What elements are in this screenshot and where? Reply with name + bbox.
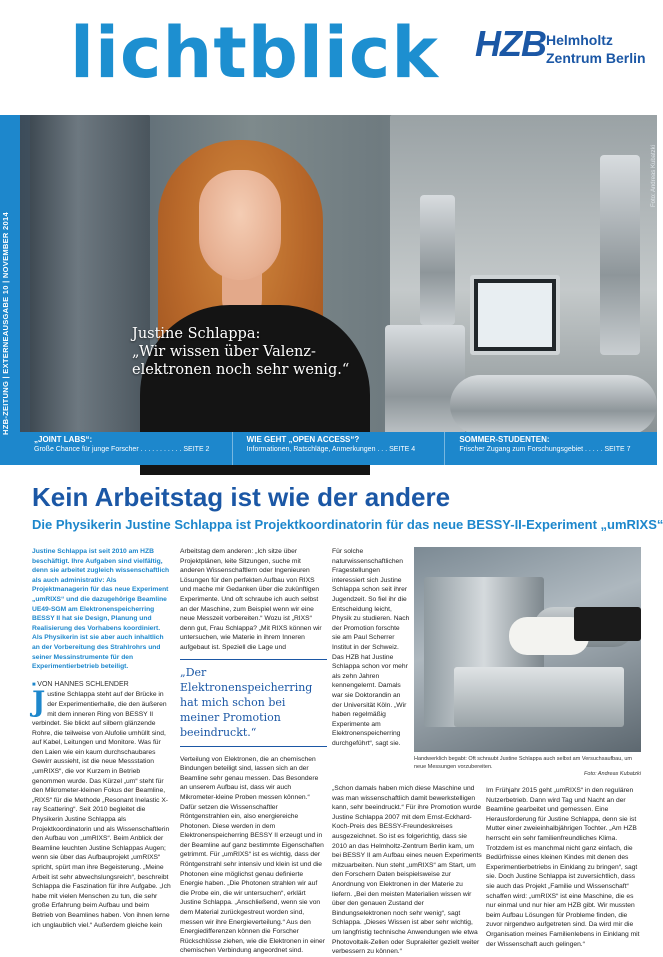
article-photo xyxy=(414,547,641,752)
hero-photo xyxy=(0,115,657,465)
article-subhead: Die Physikerin Justine Schlappa ist Projektkoordinatorin für das neue BESSY-II-Experiment „umRIXS“ xyxy=(32,517,663,532)
photo-caption-credit: Foto: Andreas Kubatzki xyxy=(584,771,641,777)
teaser-subtitle: Informationen, Ratschläge, Anmerkungen . . . SEITE 4 xyxy=(246,446,416,453)
article-body-text: Arbeitstag dem anderen: „Ich sitze über Projektplänen, leite Sitzungen, suche mit anderen Wissenschaftlern oder Ingenieuren Lösungen für den perfekten Aufbau von RIXS und mache mir Gedanken über die zukünftigen Experimente. Und oft schraube ich auch selbst an der Maschine, zum Beispiel wenn wir eine neue Messzeit vorbereiten.“ Wozu ist „RIXS“ denn gut, Frau Schlappa? „Mit RIXS können wir untersuchen, wie Materie in ihrem Inneren aufgebaut ist. Speziell die Lage und xyxy=(180,548,322,651)
lab-monitor xyxy=(470,275,560,355)
issue-info xyxy=(1,417,10,435)
teaser-title: SOMMER-STUDENTEN: xyxy=(459,435,550,444)
teaser-subtitle: Frischer Zugang zum Forschungsgebiet . . . . . SEITE 7 xyxy=(459,446,631,453)
drop-cap: J xyxy=(32,685,46,719)
article-body xyxy=(32,685,172,930)
teaser-bar xyxy=(20,432,657,465)
photo-caption-text: Handwerklich begabt: Oft schraubt Justine Schlappa auch selbst am Versuchsaufbau, um neue Messungen vorzubereiten. xyxy=(414,756,632,770)
cover-quote-line: elektronen noch sehr wenig.“ xyxy=(132,362,350,378)
cover-quote-line: „Wir wissen über Valenz- xyxy=(132,344,316,360)
photo-caption xyxy=(414,756,641,779)
apparatus xyxy=(454,667,624,727)
newspaper-title: lichtblick xyxy=(70,12,439,94)
photo-credit: Foto: Andreas Kubatzki xyxy=(651,145,657,208)
beamline-pipe xyxy=(450,375,657,435)
arm xyxy=(574,607,641,641)
teaser-title: WIE GEHT „OPEN ACCESS“? xyxy=(246,435,360,444)
article-column-1 xyxy=(32,547,172,930)
article-headline: Kein Arbeitstag ist wie der andere xyxy=(32,482,451,512)
teaser-subtitle: Große Chance für junge Forscher . . . . . . . . . . . SEITE 2 xyxy=(34,446,210,453)
hzb-logo-line2: Zentrum Berlin xyxy=(546,50,646,66)
teaser-title: „JOINT LABS“: xyxy=(34,435,93,444)
article-lead: Justine Schlappa ist seit 2010 am HZB beschäftigt. Ihre Aufgaben sind vielfältig, denn sie arbeitet zugleich wissenschaftlich als auch administrativ: Als Projektmanagerin für das neue Experiment „umRIXS“ und die dazugehörige Beamline UE49-SGM am Elektronenspeicherring BESSY II hat sie Design, Planung und Realisierung des Vorhabens koordiniert. Als Physikerin ist sie aber auch inhaltlich an der Vorbereitung des Strahlrohrs und seiner Messinstrumente für den Experimentierbetrieb beteiligt. xyxy=(32,548,170,671)
hzb-logo-line1: Helmholtz xyxy=(546,32,613,48)
article-body-text: Im Frühjahr 2015 geht „umRIXS“ in den regulären Nutzerbetrieb. Dann wird Tag und Nacht an der Beamline gearbeitet und gemessen. Eine Herausforderung für Justine Schlappa, denn sie ist Mutter einer zweieinhalbjährigen Tochter. „Am HZB herrscht ein sehr familienfreundliches Klima. Trotzdem ist es manchmal nicht ganz einfach, die Bedürfnisse eines kleinen Kindes mit denen des Experimentierbetriebs in Einklang zu bringen“, sagt sie. Doch Justine Schlappa ist zuversichtlich, dass sie auch das Projekt „Familie und Wissenschaft“ schaffen wird: „umRIXS“ ist eine Maschine, die es nur einmal und nur hier am HZB gibt. Wir mussten beim Aufbau Lösungen für Probleme finden, die zuvor nirgendwo aufgetreten sind. Da wird mir die Organisation meines Familienlebens in Einklang mit der Wissenschaft auch gelingen.“ xyxy=(486,787,640,948)
article-column-3 xyxy=(332,547,410,748)
masthead xyxy=(0,0,657,115)
teaser-open-access[interactable] xyxy=(233,432,446,465)
pull-quote: „Der Elektronenspeicherring hat mich schon bei meiner Promotion beeindruckt.“ xyxy=(180,659,327,747)
beamline-chamber xyxy=(385,325,465,445)
article-column-2 xyxy=(180,547,327,956)
article-body-text: Für solche naturwissenschaftlichen Fragestellungen interessiert sich Justine Schlappa schon seit ihrer Jugendzeit. So fiel ihr die Entscheidung leicht, Physik zu studieren. Nach der Promotion forschte sie am Paul Scherrer Institut in der Schweiz. Das HZB hat Justine Schlappa schon vor mehr als zehn Jahren kennengelernt. Damals war sie Doktorandin an der Universität Köln. „Wir haben regelmäßig Experimente am Elektronenspeicherring durchgeführt“, sagt sie. xyxy=(332,548,410,747)
article-column-4 xyxy=(486,786,641,949)
article-body-text: Verteilung von Elektronen, die an chemischen Bindungen beteiligt sind, lassen sich an der Beamline sehr genau messen. Das Besondere an unserem Aufbau ist, dass wir auch Mikrometer-kleine Proben messen können.“ Dafür setzen die Wissenschaftler Röntgenstrahlen ein, also energiereiche Photonen. Diese werden in dem Elektronenspeicherring BESSY II erzeugt und in der Beamline auf ganz bestimmte Eigenschaften getrimmt. Für „umRIXS“ ist es wichtig, dass der Röntgenstrahl sehr intensiv und klein ist und die Photonen eine möglichst genau definierte Energie haben. „Die Photonen strahlen wir auf die Probe ein, die wir untersuchen“, erklärt Justine Schlappa. „Anschließend, wenn sie von dem Material zurückgestreut worden sind, messen wir ihre Energieverteilung.“ Aus den Energiedifferenzen können die Forscher Rückschlüsse ziehen, wie die Elektronen in einer chemischen Verbindung angeordnet sind. xyxy=(180,755,325,955)
lab-equipment xyxy=(30,115,150,465)
teaser-joint-labs[interactable] xyxy=(20,432,233,465)
portrait-face xyxy=(199,170,281,280)
beamline-pipe xyxy=(600,155,640,355)
cover-quote xyxy=(132,325,349,379)
teaser-sommer-studenten[interactable] xyxy=(445,432,657,465)
article-author: ■ VON HANNES SCHLENDER xyxy=(32,680,172,691)
article-body-text: ustine Schlappa steht auf der Brücke in der Experimentierhalle, die den äußeren mit dem inneren Ring von BESSY II verbindet. Sie blickt auf silbern glänzende Rohre, die teilweise von Alufolie umhüllt sind, auf Kabel, Leitungen und Monitore. Was für den Laien wie ein kaum durchschaubares Gewirr aussieht, ist die neue Messstation „umRIXS“, die vor Kurzem in Betrieb genommen wurde. Das Kürzel „um“ steht für den Mikrometer-kleinen Fokus der Beamline, „RIXS“ für die Methode „Resonant Inelastic X-ray Scattering“. Seit 2010 begleitet die Physikerin Justine Schlappa als Projektkoordinatorin und als Wissenschaftlerin den Aufbau von „umRIXS“. Beim Anblick der Beamline leuchten Justine Schlappas Augen; wenn sie über das Aufbauprojekt „umRIXS“ spricht, spürt man ihre Begeisterung. „Meine Arbeit ist sehr abwechslungsreich“, beschreibt Schlappa die Faszination für ihre Aufgabe. „Ich habe mit vielen Menschen zu tun, die sehr große Erfahrung beim Aufbau und beim Betrieb von Beamlines haben. Von ihnen lerne ich unglaublich viel.“ Außerdem gleiche kein xyxy=(32,691,171,929)
article-column-3-continued xyxy=(332,784,482,957)
cover-quote-line: Justine Schlappa: xyxy=(132,326,261,342)
hzb-logo-mark: HZB xyxy=(475,23,546,64)
beamline-pipe xyxy=(420,195,455,325)
article-body-text: „Schon damals haben mich diese Maschine und was man wissenschaftlich damit bewerkstelligen kann, sehr beeindruckt.“ Für ihre Promotion wurde Justine Schlappa 2007 mit dem Ernst-Eckhard-Koch-Preis des BESSY-Freundeskreises ausgezeichnet. So ist es folgerichtig, dass sie 2010 an das Helmholtz-Zentrum Berlin kam, um bei BESSY II am Aufbau eines neuen Experiments mitzuarbeiten. Nun steht „umRIXS“ am Start, um den Forschern Daten beispielsweise zur Anordnung von Elektronen in der Materie zu liefern. „Bei den meisten Materialien wissen wir über den genauen Zustand der Bindungselektronen noch sehr wenig“, sagt Schlappa. „Dieses Wissen ist aber sehr wichtig, um langfristig technische Anwendungen wie etwa Photovoltaik-Zellen oder Supraleiter gezielt weiter verbessern zu können.“ xyxy=(332,785,482,956)
